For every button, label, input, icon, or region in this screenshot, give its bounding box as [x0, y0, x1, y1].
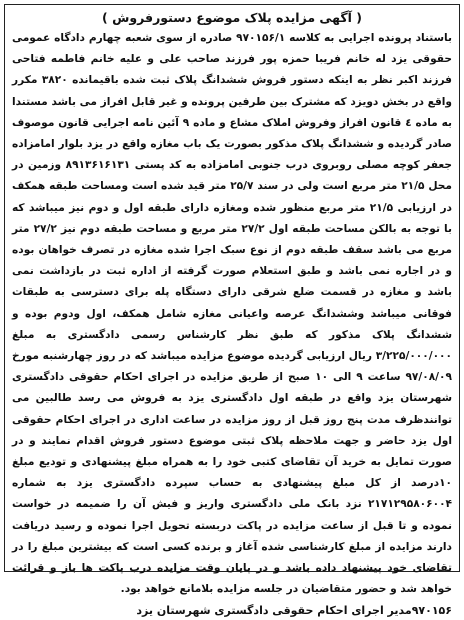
notice-title: ( آگهی مزایده پلاک موضوع دستورفروش ) [102, 10, 362, 25]
auction-notice [4, 4, 460, 618]
notice-body: باستناد پرونده اجرایی به کلاسه ۹۷۰۱۵۶/۱ صادره از سوی شعبه چهارم دادگاه عمومی حقوقی یزد له خانم فریبا حمزه پور فرزند صاحب علی و علیه خانم فاطمه فتاحی فرزند اکبر نظر به اینکه دستور فروش ششدانگ پلاک ثبت شده باقیمانده ۳۸۲۰ مکرر واقع در بخش دویزد که مشترک بین طرفین پرونده و غیر قابل افراز می باشد مستندا به ماده ٤ قانون افراز وفروش املاک مشاع و ماده ۹ آئین نامه اجرایی قانون موصوف صادر گردیده و ششدانگ پلاک مذکور بصورت یک باب مغازه واقع در یزد بلوار امامزاده جعفر کوچه مصلی روبروی درب جنوبی امامزاده به کد پستی ۸۹۱۳۶۱۶۱۳۱ وزمین در محل ۲۱/۵ متر مربع است ولی در سند ۲۵/۷ متر قید شده است ومساحت طبقه همکف در ارزیابی ۲۱/۵ متر مربع منظور شده ومغازه دارای طبقه اول و دوم نیز میباشد که با توجه به بالکن مساحت طبقه اول ۲۷/۲ متر مربع و مساحت طبقه دوم نیز ۲۷/۲ متر مربع می باشد سقف طبقه دوم از نوع سبک اجرا شده مغازه در تصرف خواهان بوده و در اجاره نمی باشد و طبق استعلام صورت گرفته از اداره ثبت در بازداشت نمی باشد و مغازه در قسمت ضلع شرقی دارای دستگاه پله برای دسترسی به طبقات فوقانی میباشد وششدانگ عرصه واعیانی مغازه شامل همکف، اول ودوم بوده و ششدانگ پلاک مذکور که طبق نظر کارشناس رسمی دادگستری به مبلغ ۳/۲۲۵/۰۰۰/۰۰۰ ریال ارزیابی گردیده موضوع مزایده میباشد که در روز چهارشنبه مورخ ۹۷/۰۸/۰۹ ساعت ۹ الی ۱۰ صبح از طریق مزایده در اجرای احکام حقوقی دادگستری شهرستان یزد واقع در طبقه اول دادگستری یزد به فروش می رسد طالبین می توانندظرف مدت پنج روز قبل از روز مزایده در ساعت اداری در اجرای احکام حقوقی اول یزد حاضر و جهت ملاحظه پلاک ثبتی موضوع دستور فروش اقدام نمایند و در صورت تمایل به خرید آن تقاضای کتبی خود را به همراه مبلغ پیشنهادی و تودیع مبلغ ۱۰درصد از کل مبلغ پیشنهادی به حساب سپرده دادگستری یزد به شماره ۲۱۷۱۲۹۵۸۰۶۰۰۴ نزد بانک ملی دادگستری واریز و فیش آن را ضمیمه در خواست نموده و تا قبل از ساعت مزایده در پاکت دربسته تحویل اجرا نموده و رسید دریافت دارند مزایده از مبلغ کارشناسی شده آغاز و برنده کسی است که بیشترین مبلغ را در تقاضای خود پیشنهاد داده باشد و در پایان وقت مزایده درب پاکت ها باز و قرائت خواهد شد و حضور متقاضیان در جلسه مزایده بلامانع خواهد بود. [12, 32, 453, 596]
notice-signature: ۹۷۰۱۵۶مدیر اجرای احکام حقوقی دادگستری شهرستان یزد [136, 604, 452, 618]
